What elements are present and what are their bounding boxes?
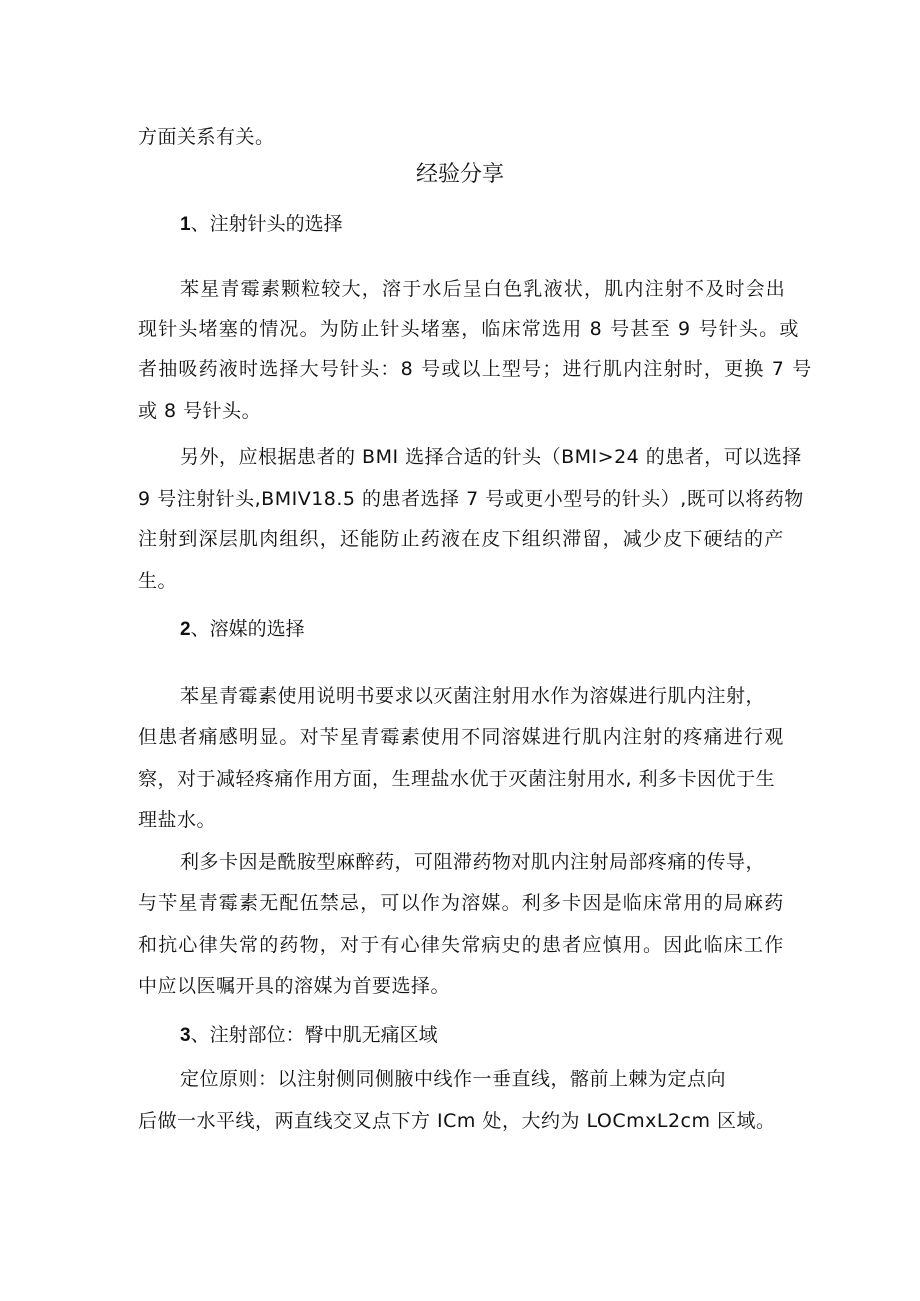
section-heading-text: 、注射部位：臀中肌无痛区域: [190, 1024, 438, 1046]
paragraph-line: 理盐水。: [138, 809, 217, 831]
section-number: 3: [180, 1025, 191, 1046]
paragraph-line: 后做一水平线，两直线交叉点下方 ICm 处，大约为 LOCmxL2cm 区域。: [138, 1110, 776, 1132]
paragraph-line: 苯星青霉素颗粒较大，溶于水后呈白色乳液状，肌内注射不及时会出: [180, 278, 787, 300]
paragraph-line: 或 8 号针头。: [138, 400, 262, 422]
section-2-heading: [180, 616, 305, 643]
paragraph-line: 定位原则：以注射侧同侧腋中线作一垂直线，髂前上棘为定点向: [180, 1068, 727, 1090]
paragraph-line: 中应以医嘱开具的溶媒为首要选择。: [138, 975, 451, 997]
section-heading-text: 、溶媒的选择: [190, 618, 305, 640]
section-title: 经验分享: [415, 162, 504, 187]
paragraph-line: 现针头堵塞的情况。为防止针头堵塞，临床常选用 8 号甚至 9 号针头。或: [138, 318, 800, 340]
continuation-text: 方面关系有关。: [138, 126, 275, 148]
section-1-heading: [180, 211, 343, 238]
paragraph-line: 者抽吸药液时选择大号针头：8 号或以上型号；进行肌内注射时，更换 7 号: [138, 358, 813, 380]
paragraph-line: 察，对于减轻疼痛作用方面，生理盐水优于灭菌注射用水, 利多卡因优于生: [138, 768, 776, 790]
paragraph-line: 另外，应根据患者的 BMI 选择合适的针头（BMI>24 的患者，可以选择: [180, 446, 802, 468]
paragraph-line: 9 号注射针头,BMIV18.5 的患者选择 7 号或更小型号的针头）,既可以将药物: [138, 488, 804, 510]
paragraph-line: 利多卡因是酰胺型麻醉药，可阻滞药物对肌内注射局部疼痛的传导，: [180, 851, 766, 873]
section-number: 2: [180, 619, 191, 640]
section-3-heading: [180, 1022, 438, 1049]
paragraph-line: 但患者痛感明显。对苄星青霉素使用不同溶媒进行肌内注射的疼痛进行观: [138, 726, 785, 748]
section-heading-text: 、注射针头的选择: [190, 213, 343, 235]
section-number: 1: [180, 214, 191, 235]
paragraph-line: 苯星青霉素使用说明书要求以灭菌注射用水作为溶媒进行肌内注射，: [180, 685, 766, 707]
paragraph-line: 注射到深层肌肉组织，还能防止药液在皮下组织滞留，减少皮下硬结的产: [138, 528, 785, 550]
paragraph-line: 生。: [138, 570, 178, 592]
paragraph-line: 和抗心律失常的药物，对于有心律失常病史的患者应慎用。因此临床工作: [138, 934, 785, 956]
paragraph-line: 与苄星青霉素无配伍禁忌，可以作为溶媒。利多卡因是临床常用的局麻药: [138, 892, 785, 914]
